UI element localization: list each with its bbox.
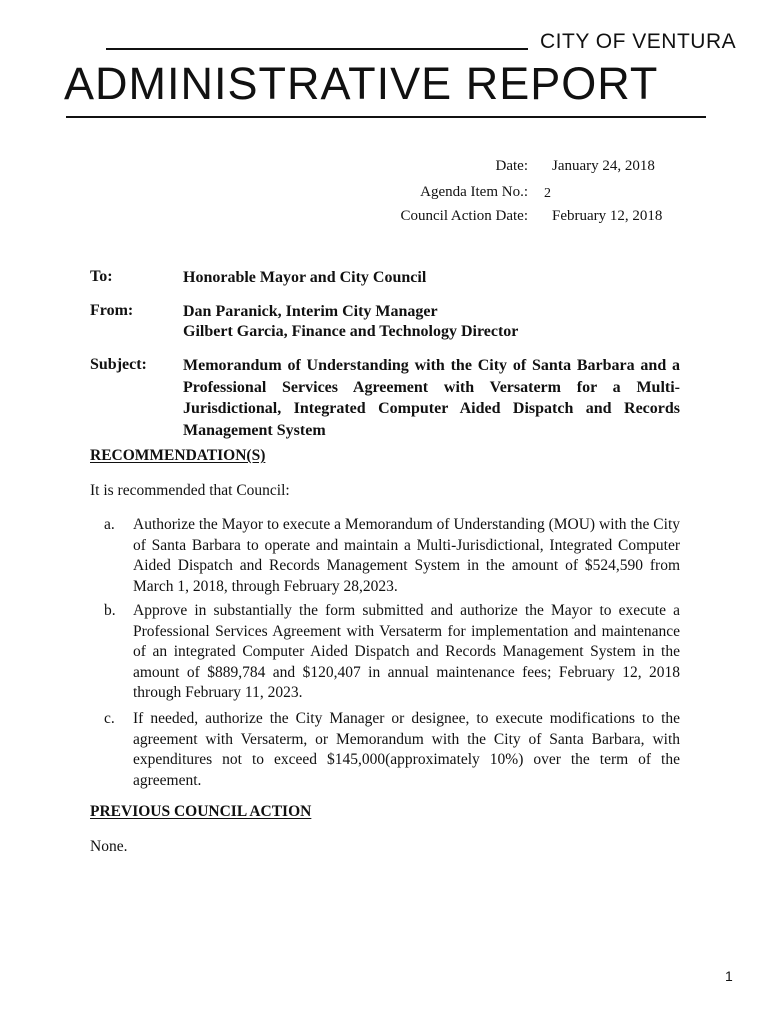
- council-action-date-value: February 12, 2018: [552, 208, 663, 224]
- previous-action-text: None.: [90, 838, 128, 855]
- to-label: To:: [90, 268, 113, 285]
- recommendation-item-a: [104, 515, 680, 597]
- agenda-item-label: Agenda Item No.:: [420, 184, 528, 200]
- from-label: From:: [90, 302, 134, 319]
- date-value: January 24, 2018: [552, 158, 655, 174]
- masthead-rule-bottom: [66, 116, 706, 118]
- page-number: 1: [725, 968, 733, 984]
- previous-action-heading: PREVIOUS COUNCIL ACTION: [90, 803, 312, 820]
- recommendation-marker: a.: [104, 516, 115, 533]
- subject-label: Subject:: [90, 356, 147, 373]
- council-action-date-label: Council Action Date:: [400, 208, 528, 224]
- agenda-item-value: 2: [544, 186, 551, 201]
- date-label: Date:: [495, 158, 528, 174]
- recommendation-text: Authorize the Mayor to execute a Memorandum of Understanding (MOU) with the City of Santa Barbara to operate and maintain a Multi-Jurisdictional, Integrated Computer Aided Dispatch and Records Management System in the amount of $524,590 from March 1, 2018, through February 28,2023.: [133, 516, 680, 595]
- recommendation-item-c: [104, 709, 680, 791]
- recommendation-marker: c.: [104, 710, 115, 727]
- to-value: Honorable Mayor and City Council: [183, 269, 427, 286]
- recommendation-marker: b.: [104, 602, 116, 619]
- from-line-1: Dan Paranick, Interim City Manager: [183, 303, 438, 320]
- recommendations-intro: It is recommended that Council:: [90, 482, 290, 499]
- report-title: ADMINISTRATIVE REPORT: [64, 58, 659, 109]
- recommendation-item-b: [104, 601, 680, 704]
- from-line-2: Gilbert Garcia, Finance and Technology Director: [183, 323, 519, 340]
- recommendation-text: If needed, authorize the City Manager or designee, to execute modifications to the agreement with Versaterm, or Memorandum with the City of Santa Barbara, with expenditures not to exceed $145,000(approximately 10%) over the term of the agreement.: [133, 710, 680, 789]
- subject-value: Memorandum of Understanding with the City of Santa Barbara and a Professional Services Agreement with Versaterm for a Multi-Jurisdictional, Integrated Computer Aided Dispatch and Records Management System: [183, 357, 680, 439]
- recommendations-heading: RECOMMENDATION(S): [90, 447, 266, 464]
- city-name: CITY OF VENTURA: [540, 30, 737, 53]
- recommendation-text: Approve in substantially the form submitted and authorize the Mayor to execute a Professional Services Agreement with Versaterm for implementation and maintenance of an integrated Computer Aided Dispatch and Records Management System in the amount of $889,784 and $120,407 in annual maintenance fees; February 12, 2018 through February 11, 2023.: [133, 602, 680, 701]
- masthead-rule-top: [106, 48, 528, 50]
